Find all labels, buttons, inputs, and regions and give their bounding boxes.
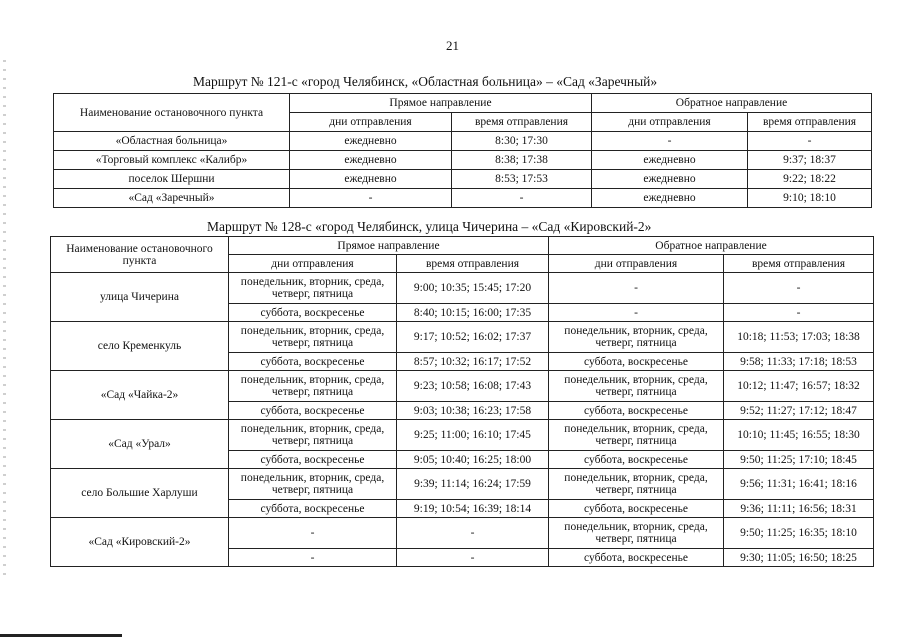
forward-days: суббота, воскресенье: [229, 451, 397, 469]
header-stop: Наименование остановочного пункта: [51, 237, 229, 273]
backward-time: 9:50; 11:25; 17:10; 18:45: [724, 451, 874, 469]
backward-time: 9:37; 18:37: [748, 151, 872, 170]
forward-time: 9:23; 10:58; 16:08; 17:43: [397, 371, 549, 402]
forward-days: понедельник, вторник, среда, четверг, пятница: [229, 469, 397, 500]
scan-margin-artifact: [3, 60, 6, 580]
forward-days: ежедневно: [290, 151, 452, 170]
backward-time: 9:52; 11:27; 17:12; 18:47: [724, 402, 874, 420]
backward-days: понедельник, вторник, среда, четверг, пятница: [549, 322, 724, 353]
stop-name: «Областная больница»: [54, 132, 290, 151]
forward-days: -: [229, 549, 397, 567]
table-row: [54, 170, 872, 189]
forward-days: понедельник, вторник, среда, четверг, пятница: [229, 322, 397, 353]
forward-days: понедельник, вторник, среда, четверг, пятница: [229, 420, 397, 451]
forward-days: суббота, воскресенье: [229, 304, 397, 322]
route-128-table: [50, 236, 874, 567]
forward-days: суббота, воскресенье: [229, 402, 397, 420]
table-row-weekdays: [51, 273, 874, 304]
backward-days: суббота, воскресенье: [549, 500, 724, 518]
route-121-table: [53, 93, 872, 208]
header-backward-time: время отправления: [724, 255, 874, 273]
backward-time: -: [724, 273, 874, 304]
backward-days: -: [549, 273, 724, 304]
header-forward-time: время отправления: [452, 113, 592, 132]
backward-days: понедельник, вторник, среда, четверг, пятница: [549, 518, 724, 549]
stop-name: «Торговый комплекс «Калибр»: [54, 151, 290, 170]
backward-days: суббота, воскресенье: [549, 451, 724, 469]
forward-time: 9:00; 10:35; 15:45; 17:20: [397, 273, 549, 304]
backward-time: 9:36; 11:11; 16:56; 18:31: [724, 500, 874, 518]
backward-days: суббота, воскресенье: [549, 549, 724, 567]
forward-time: 8:38; 17:38: [452, 151, 592, 170]
stop-name: улица Чичерина: [51, 273, 229, 322]
backward-time: 9:56; 11:31; 16:41; 18:16: [724, 469, 874, 500]
header-forward-days: дни отправления: [290, 113, 452, 132]
backward-time: 9:30; 11:05; 16:50; 18:25: [724, 549, 874, 567]
backward-time: 10:12; 11:47; 16:57; 18:32: [724, 371, 874, 402]
table-row-weekdays: [51, 518, 874, 549]
forward-days: суббота, воскресенье: [229, 500, 397, 518]
header-backward-time: время отправления: [748, 113, 872, 132]
header-backward: Обратное направление: [592, 94, 872, 113]
table-row-weekdays: [51, 322, 874, 353]
stop-name: село Кременкуль: [51, 322, 229, 371]
stop-name: поселок Шершни: [54, 170, 290, 189]
forward-time: 8:40; 10:15; 16:00; 17:35: [397, 304, 549, 322]
backward-time: -: [724, 304, 874, 322]
forward-time: 9:19; 10:54; 16:39; 18:14: [397, 500, 549, 518]
forward-time: 8:53; 17:53: [452, 170, 592, 189]
stop-name: «Сад «Урал»: [51, 420, 229, 469]
backward-time: 9:10; 18:10: [748, 189, 872, 208]
stop-name: «Сад «Чайка-2»: [51, 371, 229, 420]
forward-time: 9:39; 11:14; 16:24; 17:59: [397, 469, 549, 500]
stop-name: село Большие Харлуши: [51, 469, 229, 518]
page-number: 21: [446, 38, 459, 53]
forward-days: понедельник, вторник, среда, четверг, пятница: [229, 273, 397, 304]
forward-days: -: [290, 189, 452, 208]
backward-days: суббота, воскресенье: [549, 402, 724, 420]
forward-days: суббота, воскресенье: [229, 353, 397, 371]
table-row: [54, 151, 872, 170]
forward-days: -: [229, 518, 397, 549]
backward-time: 10:18; 11:53; 17:03; 18:38: [724, 322, 874, 353]
forward-time: 9:25; 11:00; 16:10; 17:45: [397, 420, 549, 451]
forward-time: 9:05; 10:40; 16:25; 18:00: [397, 451, 549, 469]
header-backward-days: дни отправления: [592, 113, 748, 132]
header-forward: Прямое направление: [290, 94, 592, 113]
stop-name: «Сад «Заречный»: [54, 189, 290, 208]
backward-time: 10:10; 11:45; 16:55; 18:30: [724, 420, 874, 451]
backward-days: понедельник, вторник, среда, четверг, пятница: [549, 371, 724, 402]
backward-time: 9:50; 11:25; 16:35; 18:10: [724, 518, 874, 549]
forward-time: -: [452, 189, 592, 208]
table-row-weekdays: [51, 420, 874, 451]
forward-time: 9:17; 10:52; 16:02; 17:37: [397, 322, 549, 353]
header-forward-days: дни отправления: [229, 255, 397, 273]
backward-time: 9:22; 18:22: [748, 170, 872, 189]
route-128-title: Маршрут № 128-с «город Челябинск, улица Чичерина – «Сад «Кировский-2»: [207, 219, 652, 234]
route-121-title: Маршрут № 121-с «город Челябинск, «Областная больница» – «Сад «Заречный»: [193, 74, 658, 89]
footer-rule: [0, 634, 122, 637]
backward-days: понедельник, вторник, среда, четверг, пятница: [549, 469, 724, 500]
table-row: [54, 189, 872, 208]
forward-time: 8:30; 17:30: [452, 132, 592, 151]
header-forward: Прямое направление: [229, 237, 549, 255]
header-backward-days: дни отправления: [549, 255, 724, 273]
forward-time: -: [397, 549, 549, 567]
backward-days: ежедневно: [592, 170, 748, 189]
backward-days: понедельник, вторник, среда, четверг, пятница: [549, 420, 724, 451]
forward-time: -: [397, 518, 549, 549]
forward-time: 8:57; 10:32; 16:17; 17:52: [397, 353, 549, 371]
forward-days: понедельник, вторник, среда, четверг, пятница: [229, 371, 397, 402]
backward-time: 9:58; 11:33; 17:18; 18:53: [724, 353, 874, 371]
forward-days: ежедневно: [290, 170, 452, 189]
header-forward-time: время отправления: [397, 255, 549, 273]
table-row-weekdays: [51, 371, 874, 402]
backward-days: -: [549, 304, 724, 322]
backward-days: ежедневно: [592, 189, 748, 208]
stop-name: «Сад «Кировский-2»: [51, 518, 229, 567]
forward-time: 9:03; 10:38; 16:23; 17:58: [397, 402, 549, 420]
header-backward: Обратное направление: [549, 237, 874, 255]
backward-days: -: [592, 132, 748, 151]
header-stop: Наименование остановочного пункта: [54, 94, 290, 132]
table-row-weekdays: [51, 469, 874, 500]
table-row: [54, 132, 872, 151]
backward-time: -: [748, 132, 872, 151]
forward-days: ежедневно: [290, 132, 452, 151]
backward-days: суббота, воскресенье: [549, 353, 724, 371]
backward-days: ежедневно: [592, 151, 748, 170]
